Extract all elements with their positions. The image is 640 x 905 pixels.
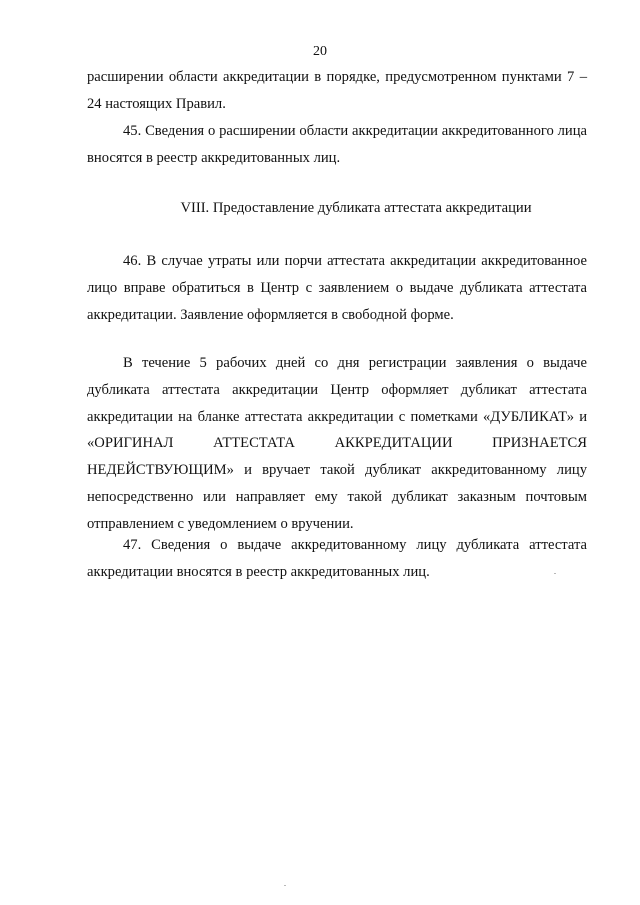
paragraph-continuation: расширении области аккредитации в порядке, предусмотренном пунктами 7 – 24 настоящих Правил. bbox=[87, 69, 587, 112]
paragraph-46: 46. В случае утраты или порчи аттестата аккредитации аккредитованное лицо вправе обратиться в Центр с заявлением о выдаче дубликата аттестата аккредитации. Заявление оформляется в свободной форме. bbox=[87, 253, 587, 323]
paragraph-47: 47. Сведения о выдаче аккредитованному лицу дубликата аттестата аккредитации вносятся в реестр аккредитованных лиц. bbox=[87, 537, 587, 580]
page-number: 20 bbox=[313, 44, 327, 59]
scan-speck bbox=[554, 573, 556, 574]
paragraph-46-continuation: В течение 5 рабочих дней со дня регистрации заявления о выдаче дубликата аттестата аккредитации Центр оформляет дубликат аттестата аккредитации на бланке аттестата аккредитации с пометками «ДУБЛИКАТ» и «ОРИГИНАЛ АТТЕСТАТА АККРЕДИТАЦИИ ПРИЗНАЕТСЯ НЕДЕЙСТВУЮЩИМ» и вручает такой дубликат аккредитованному лицу непосредственно или направляет ему такой дубликат заказным почтовым отправлением с уведомлением о вручении. bbox=[87, 355, 587, 532]
scan-speck bbox=[284, 885, 286, 886]
section-heading: VIII. Предоставление дубликата аттестата аккредитации bbox=[180, 200, 532, 216]
paragraph-45: 45. Сведения о расширении области аккредитации аккредитованного лица вносятся в реестр аккредитованных лиц. bbox=[87, 123, 587, 166]
